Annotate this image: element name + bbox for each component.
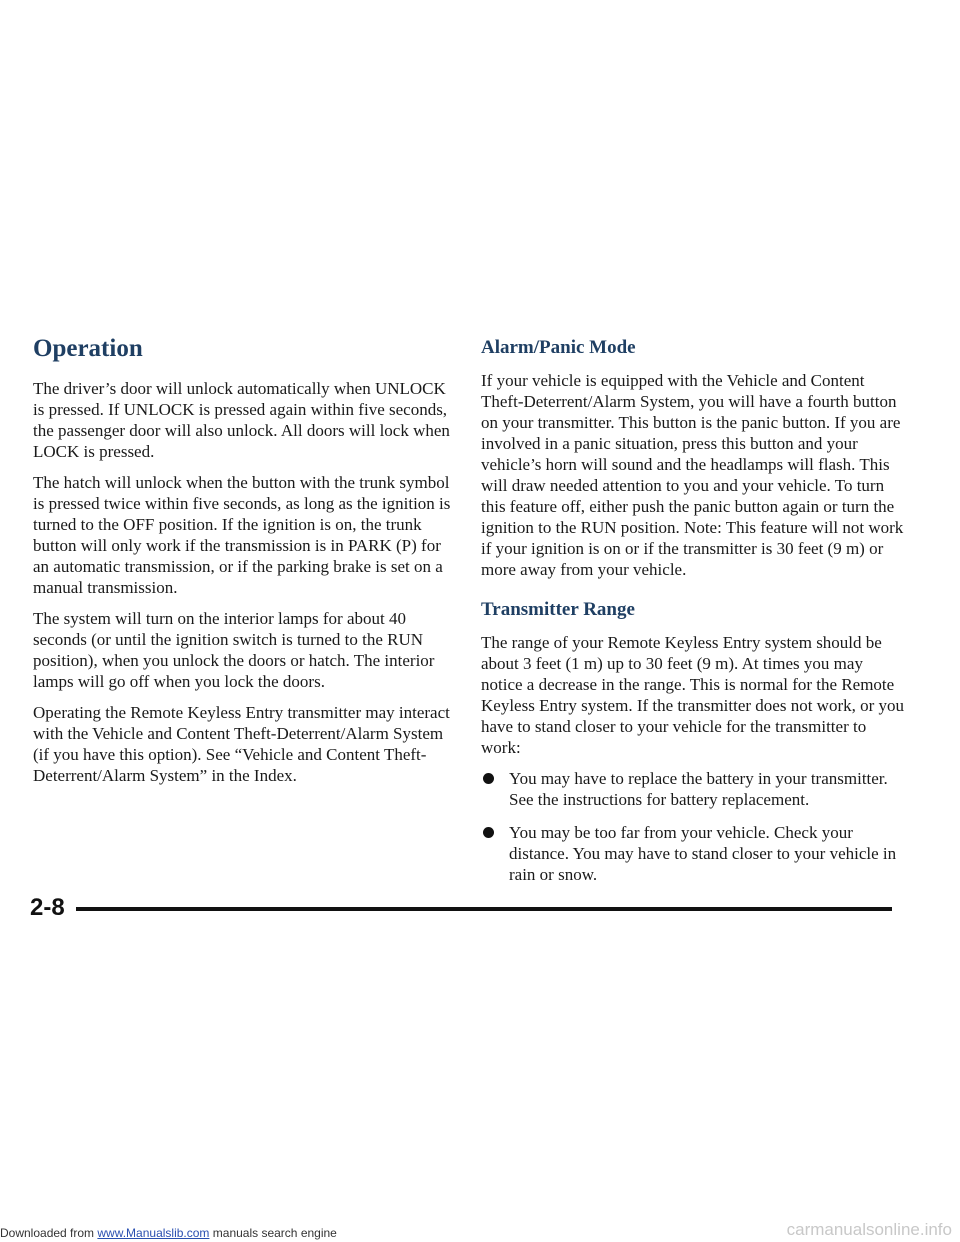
banner-prefix: Downloaded from (0, 1226, 98, 1240)
subheading-transmitter-range: Transmitter Range (481, 599, 635, 620)
range-paragraph: The range of your Remote Keyless Entry system should be about 3 feet (1 m) up to 30 feet (9 m). At times you may notice a decrease in the range. This is normal for the Remote Keyless Entry system. If the transmitter does not work, or you have to stand closer to your vehicle for the transmitter to work: (481, 633, 905, 757)
manualslib-link[interactable]: www.Manualslib.com (97, 1226, 210, 1240)
list-item (481, 822, 906, 885)
page-number: 2-8 (30, 894, 65, 921)
alarm-paragraph: If your vehicle is equipped with the Vehicle and Content Theft-Deterrent/Alarm System, you will have a fourth button on your transmitter. This button is the panic button. If you are involved in a panic situation, press this button and your vehicle’s horn will sound and the headlamps will flash. This will draw needed attention to you and your vehicle. To turn this feature off, either push the panic button again or turn the ignition to the RUN position. Note: This feature will not work if your ignition is on or if the transmitter is 30 feet (9 m) or more away from your vehicle. (481, 371, 904, 579)
right-column (481, 334, 906, 897)
operation-paragraph-3: The system will turn on the interior lamps for about 40 seconds (or until the ignition switch is turned to the RUN position), when you unlock the doors or hatch. The interior lamps will go off when you lock the doors. (33, 609, 435, 691)
banner-suffix: manuals search engine (209, 1226, 337, 1240)
operation-paragraph-1: The driver’s door will unlock automatically when UNLOCK is pressed. If UNLOCK is pressed again within five seconds, the passenger door will also unlock. All doors will lock when LOCK is pressed. (33, 379, 450, 461)
page-footer (30, 893, 892, 923)
site-watermark: carmanualsonline.info (786, 1220, 952, 1239)
bullet-text: You may be too far from your vehicle. Check your distance. You may have to stand closer to your vehicle in rain or snow. (509, 823, 897, 884)
range-bullet-list (481, 768, 906, 885)
section-heading-operation: Operation (33, 335, 143, 362)
operation-paragraph-4: Operating the Remote Keyless Entry transmitter may interact with the Vehicle and Content Theft-Deterrent/Alarm System (if you have this option). See “Vehicle and Content Theft-Deterrent/Alarm System” in the Index. (33, 703, 450, 785)
left-column (33, 334, 458, 796)
download-banner (0, 1226, 337, 1240)
list-item (481, 768, 906, 810)
bullet-icon (483, 827, 494, 838)
operation-paragraph-2: The hatch will unlock when the button with the trunk symbol is pressed twice within five seconds, as long as the ignition is turned to the OFF position. If the ignition is on, the trunk button will only work if the transmission is in PARK (P) for an automatic transmission, or if the parking brake is set on a manual transmission. (33, 473, 451, 597)
subheading-alarm-panic-mode: Alarm/Panic Mode (481, 337, 636, 358)
bullet-text: You may have to replace the battery in your transmitter. See the instructions for battery replacement. (509, 769, 888, 809)
bullet-icon (483, 773, 494, 784)
footer-rule (76, 907, 892, 911)
